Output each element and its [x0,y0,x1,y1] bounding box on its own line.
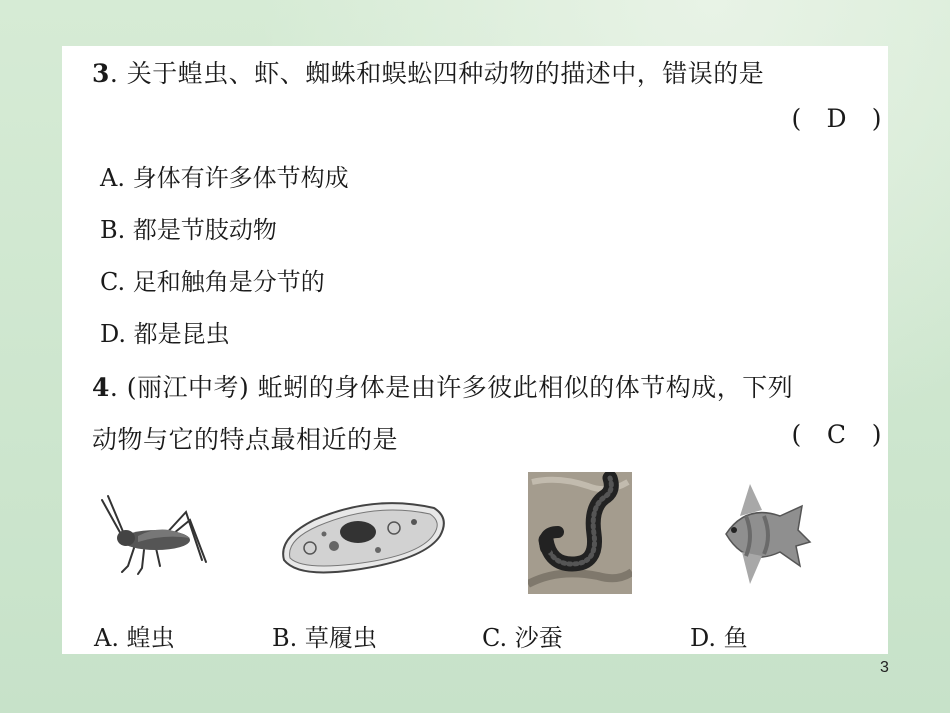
q4-answer-close: ) [871,420,882,449]
q4-number: 4 [92,373,110,402]
choice-text: 鱼 [723,624,748,652]
option-text: 足和触角是分节的 [132,268,325,296]
q3-option-b [100,210,277,245]
paramecium-icon [274,498,450,578]
choice-text: 蝗虫 [126,624,175,652]
page-number: 3 [880,659,889,676]
q4-answer [791,420,882,449]
sandworm-icon [528,472,632,594]
q3-answer-open: ( [791,104,802,133]
option-label: D. [100,320,127,348]
q4-stem-text1: . (丽江中考) 蚯蚓的身体是由许多彼此相似的体节构成，下列 [109,373,794,402]
fish-icon [706,480,820,590]
q3-stem-text: . 关于蝗虫、虾、蜘蛛和蜈蚣四种动物的描述中，错误的是 [109,59,765,88]
q4-stem-line1 [92,368,793,404]
choice-label: C. [482,624,508,652]
choice-text: 草履虫 [304,624,377,652]
option-text: 都是节肢动物 [132,216,277,244]
option-label: C. [100,268,126,296]
choice-text: 沙蚕 [514,624,563,652]
option-text: 身体有许多体节构成 [132,164,349,192]
option-label: A. [100,164,125,192]
choice-label: D. [690,624,717,652]
grasshopper-icon [94,486,216,578]
q4-choice-c [482,618,563,653]
q3-option-c [100,262,325,297]
q4-answer-open: ( [791,420,802,449]
q3-stem [92,54,764,90]
q4-choice-b [272,618,377,653]
choice-label: B. [272,624,298,652]
q3-option-a [100,158,349,193]
option-label: B. [100,216,126,244]
option-text: 都是昆虫 [133,320,230,348]
q3-answer-letter: D [826,104,847,133]
q4-stem-line2: 动物与它的特点最相近的是 [92,425,399,454]
q4-answer-letter: C [826,420,847,449]
q3-option-d [100,314,230,349]
question-card [62,46,888,654]
q3-number: 3 [92,59,110,88]
q3-answer [791,104,882,133]
q4-choice-d [690,618,748,653]
choice-label: A. [94,624,119,652]
q4-choice-a [94,618,175,653]
q3-answer-close: ) [871,104,882,133]
